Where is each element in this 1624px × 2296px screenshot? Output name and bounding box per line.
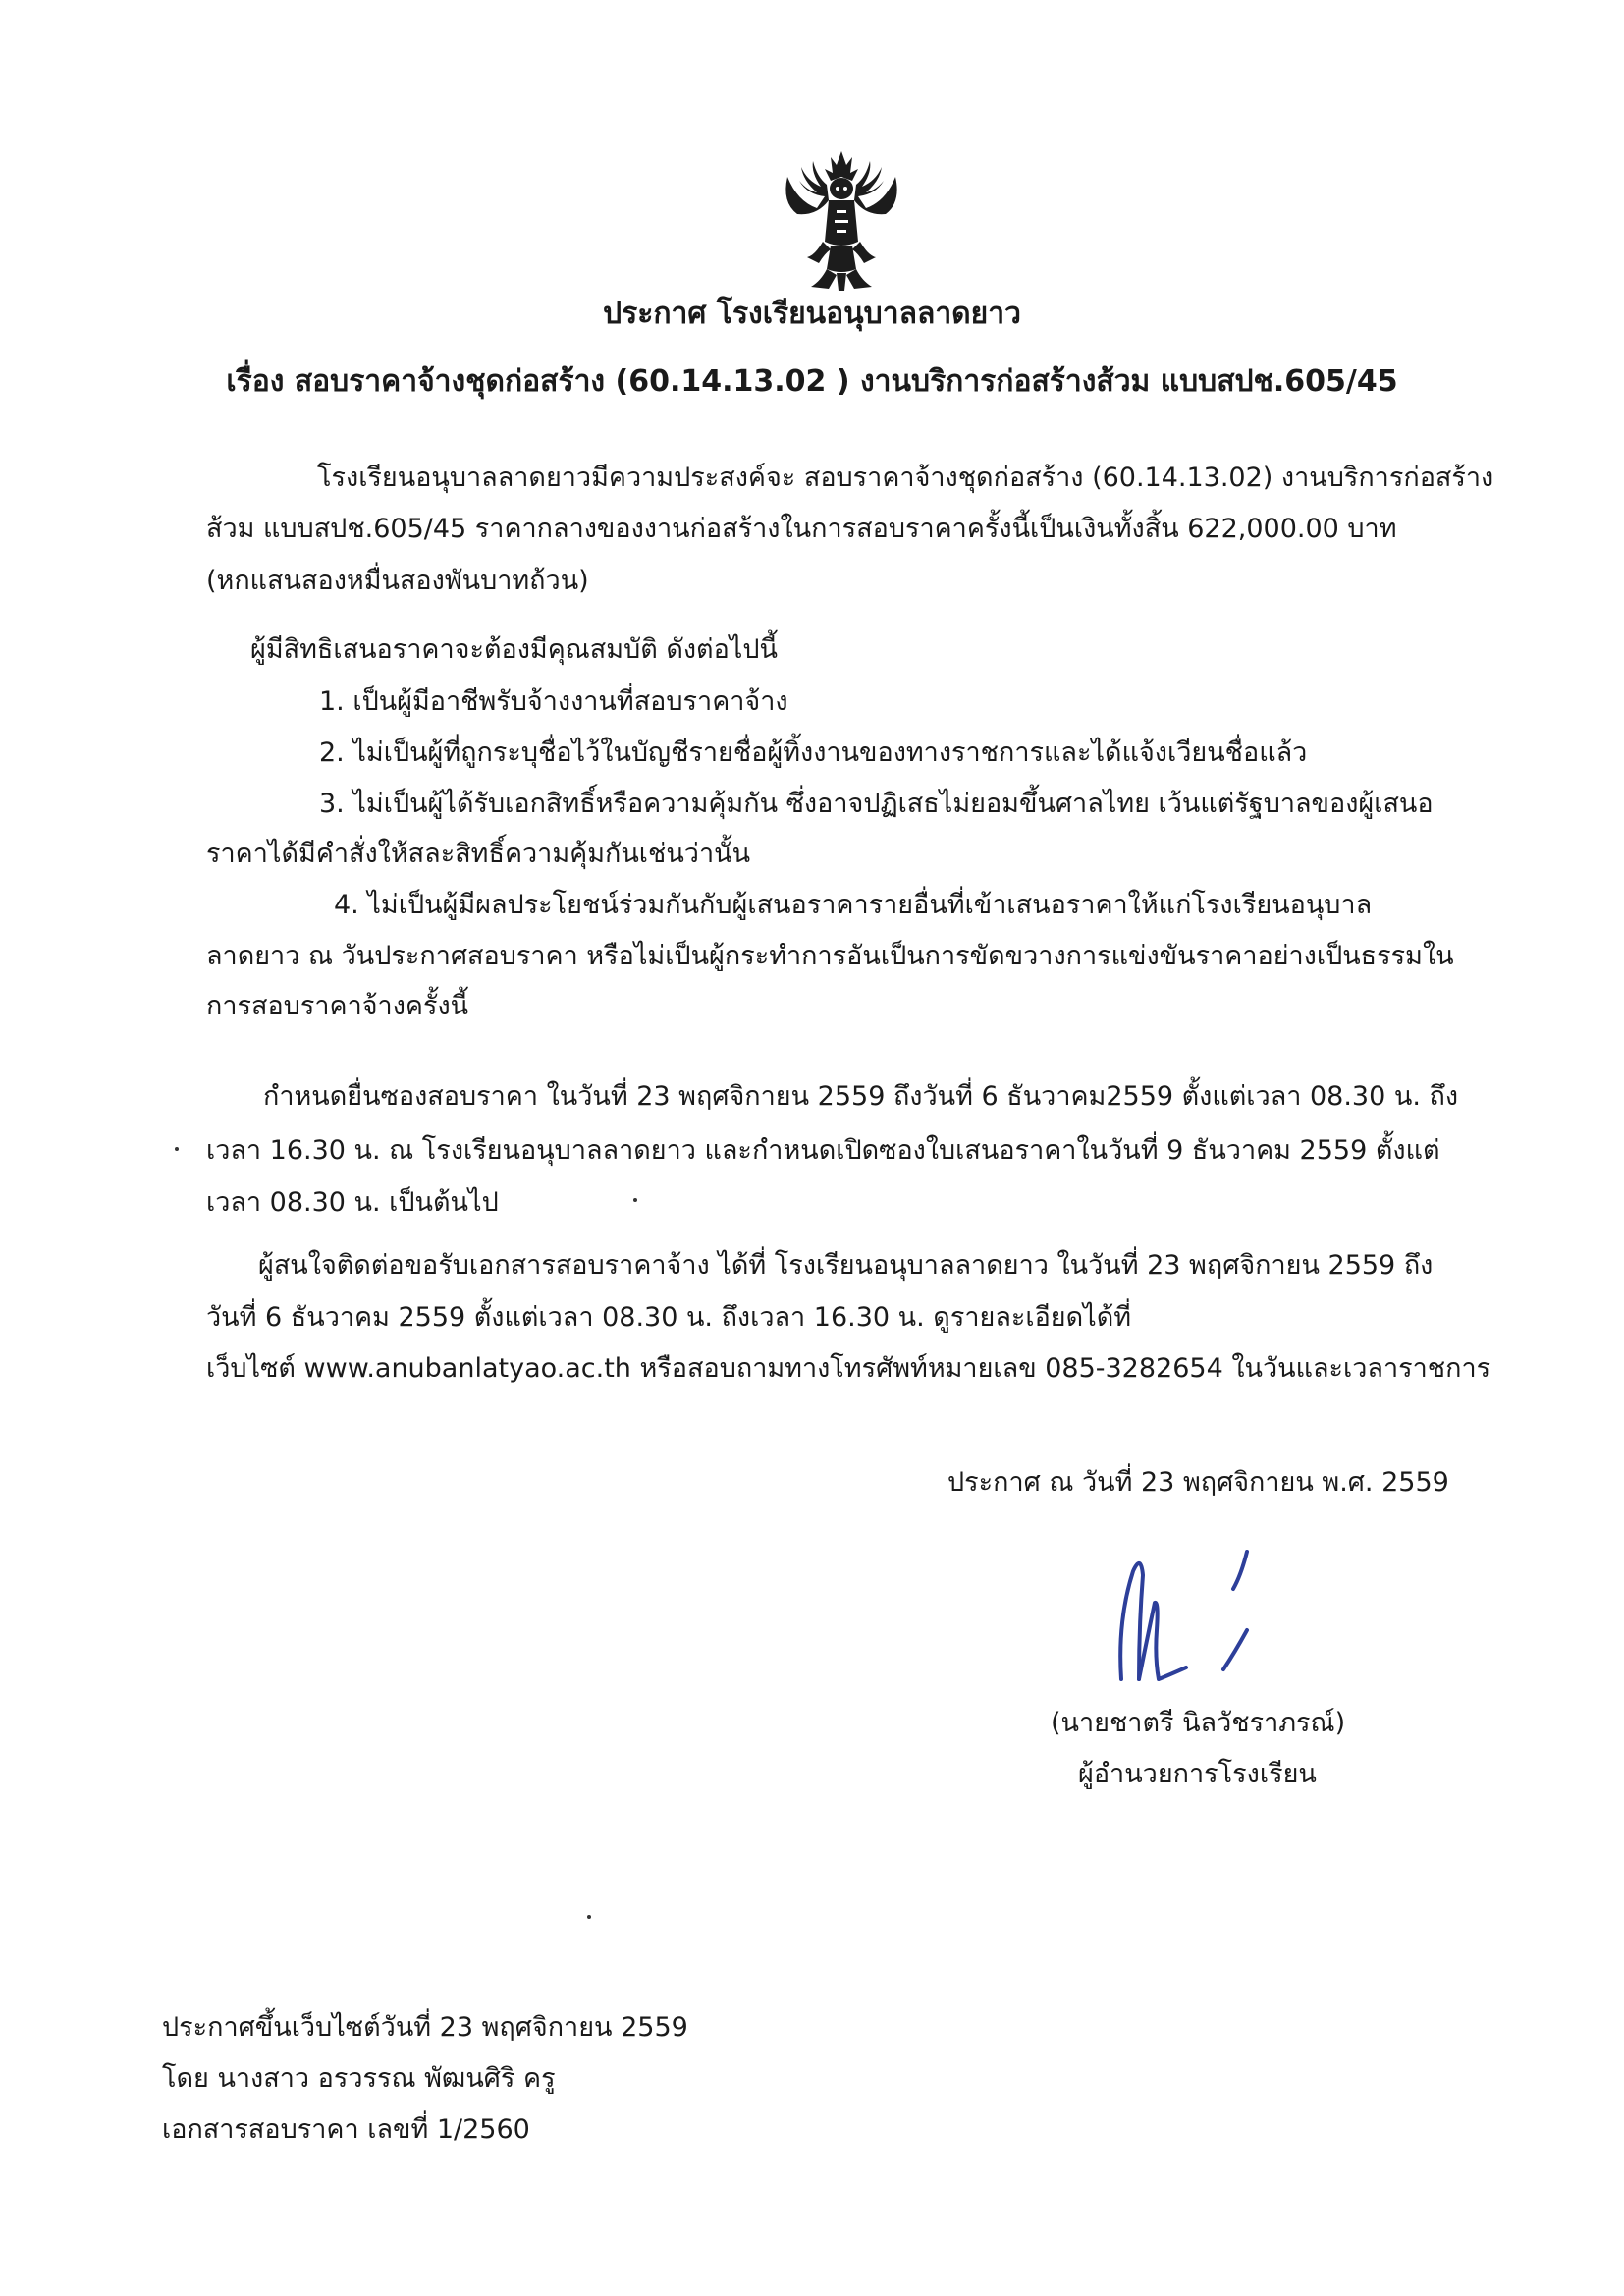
schedule-line-1: กำหนดยื่นซองสอบราคา ในวันที่ 23 พฤศจิกายน 2559 ถึงวันที่ 6 ธันวาคม2559 ตั้งแต่เวลา 08.30 น. ถึง	[263, 1081, 1459, 1112]
footer-posted-date: ประกาศขึ้นเว็บไซต์วันที่ 23 พฤศจิกายน 2559	[162, 2012, 688, 2043]
signature-icon	[1100, 1532, 1286, 1699]
document-title: ประกาศ โรงเรียนอนุบาลลาดยาว	[603, 297, 1021, 331]
announce-date: ประกาศ ณ วันที่ 23 พฤศจิกายน พ.ศ. 2559	[947, 1467, 1449, 1498]
schedule-line-3: เวลา 08.30 น. เป็นต้นไป	[206, 1187, 499, 1218]
intro-line-2: ส้วม แบบสปช.605/45 ราคากลางของงานก่อสร้างในการสอบราคาครั้งนี้เป็นเงินทั้งสิ้น 622,000.00 บาท	[206, 514, 1397, 544]
footer-posted-by: โดย นางสาว อรวรรณ พัฒนศิริ ครู	[162, 2063, 556, 2094]
signatory-position: ผู้อำนวยการโรงเรียน	[1078, 1759, 1317, 1789]
qualification-item-1: 1. เป็นผู้มีอาชีพรับจ้างงานที่สอบราคาจ้าง	[319, 686, 788, 717]
qualification-item-3-cont: ราคาได้มีคำสั่งให้สละสิทธิ์ความคุ้มกันเช่นว่านั้น	[206, 839, 751, 869]
qualifications-heading: ผู้มีสิทธิเสนอราคาจะต้องมีคุณสมบัติ ดังต่อไปนี้	[250, 634, 778, 665]
signatory-name: (นายชาตรี นิลวัชราภรณ์)	[1051, 1708, 1346, 1738]
scan-speck	[633, 1198, 637, 1202]
schedule-line-2: เวลา 16.30 น. ณ โรงเรียนอนุบาลลาดยาว และกำหนดเปิดซองใบเสนอราคาในวันที่ 9 ธันวาคม 2559 ตั้งแต่	[206, 1135, 1440, 1166]
contact-line-1: ผู้สนใจติดต่อขอรับเอกสารสอบราคาจ้าง ได้ที่ โรงเรียนอนุบาลลาดยาว ในวันที่ 23 พฤศจิกายน 2559 ถึง	[258, 1250, 1434, 1281]
qualification-item-3: 3. ไม่เป็นผู้ได้รับเอกสิทธิ์หรือความคุ้มกัน ซึ่งอาจปฏิเสธไม่ยอมขึ้นศาลไทย เว้นแต่รัฐบาลของผู้เสนอ	[319, 789, 1434, 819]
intro-line-1: โรงเรียนอนุบาลลาดยาวมีความประสงค์จะ สอบราคาจ้างชุดก่อสร้าง (60.14.13.02) งานบริการก่อสร้าง	[317, 463, 1494, 493]
qualification-item-2: 2. ไม่เป็นผู้ที่ถูกระบุชื่อไว้ในบัญชีรายชื่อผู้ทิ้งงานของทางราชการและได้แจ้งเวียนชื่อแล้ว	[319, 738, 1308, 768]
contact-line-2: วันที่ 6 ธันวาคม 2559 ตั้งแต่เวลา 08.30 น. ถึงเวลา 16.30 น. ดูรายละเอียดได้ที่	[206, 1302, 1132, 1333]
garuda-emblem-icon	[768, 147, 915, 295]
contact-line-3: เว็บไซต์ www.anubanlatyao.ac.th หรือสอบถามทางโทรศัพท์หมายเลข 085-3282654 ในวันและเวลาราชการ	[206, 1353, 1491, 1384]
document-subject: เรื่อง สอบราคาจ้างชุดก่อสร้าง (60.14.13.02 ) งานบริการก่อสร้างส้วม แบบสปช.605/45	[226, 364, 1398, 399]
qualification-item-4-cont-2: การสอบราคาจ้างครั้งนี้	[206, 991, 469, 1021]
qualification-item-4: 4. ไม่เป็นผู้มีผลประโยชน์ร่วมกันกับผู้เสนอราคารายอื่นที่เข้าเสนอราคาให้แก่โรงเรียนอนุบาล	[334, 890, 1373, 920]
intro-line-3: (หกแสนสองหมื่นสองพันบาทถ้วน)	[206, 566, 589, 596]
scan-speck	[587, 1915, 591, 1919]
scan-speck	[175, 1147, 179, 1151]
qualification-item-4-cont: ลาดยาว ณ วันประกาศสอบราคา หรือไม่เป็นผู้กระทำการอันเป็นการขัดขวางการแข่งขันราคาอย่างเป็นธรรมใน	[206, 941, 1454, 971]
footer-document-number: เอกสารสอบราคา เลขที่ 1/2560	[162, 2114, 530, 2145]
